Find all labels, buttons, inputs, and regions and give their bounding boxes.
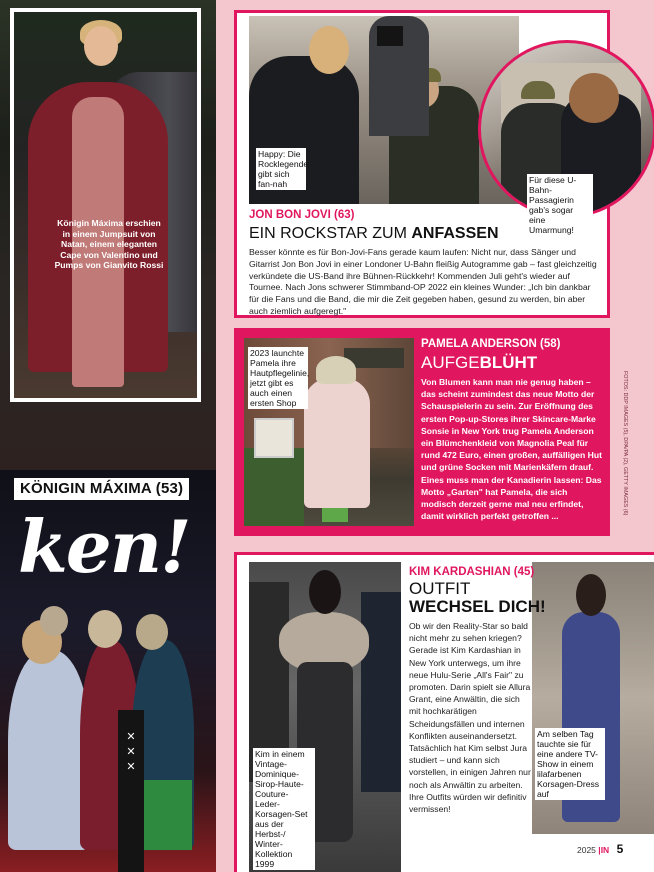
kim-kicker: KIM KARDASHIAN (45) bbox=[409, 566, 535, 578]
kim-headline-line1: OUTFIT bbox=[409, 579, 471, 598]
pamela-dress-shape bbox=[304, 378, 370, 508]
bonjovi-headline-regular: EIN ROCKSTAR ZUM bbox=[249, 225, 412, 242]
green-socks-shape bbox=[322, 508, 348, 522]
issue-year: 2025 bbox=[577, 845, 596, 855]
pamela-body: Von Blumen kann man nie genug haben – das scheint zumindest das neue Motto der Schauspielerin zu sein. Zur Eröffnung des ersten Pop-up-Stores ihrer Skincare-Marke Sonsie in New York trug Pamela Anderson ein Blümchenkleid von Magnolia Peal für rund 472 Euro, einen großen, auffälligen Hut und grüne Socken mit Marienkäfern drauf. Eines muss man der Kanadierin lassen: Das Motto „Garten" hat Pamela, die sich modisch derzeit gerne mal neu erfindet, damit wirklich perfekt getroffen ... bbox=[421, 377, 602, 522]
pamela-hat-shape bbox=[316, 356, 356, 384]
photo-credits bbox=[620, 372, 630, 542]
woman-hair-shape-4 bbox=[40, 606, 68, 636]
bonjovi-caption-right: Für diese U-Bahn-Passagierin gab's sogar eine Umarmung! bbox=[527, 174, 593, 236]
pole-x-icon: ✕ bbox=[126, 760, 136, 773]
magazine-name: IN bbox=[600, 845, 610, 855]
maxima-caption: Königin Máxima erschien in einem Jumpsuit von Natan, einem eleganten Cape von Valentino und Pumps von Gianvito Rossi bbox=[54, 218, 164, 270]
maxima-label: KÖNIGIN MÁXIMA (53) bbox=[14, 478, 189, 500]
kim-hair-right-shape bbox=[576, 574, 606, 616]
pamela-caption: 2023 launchte Pamela ihre Hautpflegelinie, jetzt gibt es auch einen ersten Shop bbox=[250, 348, 310, 408]
maxima-head-shape bbox=[84, 26, 118, 66]
kim-headline-line2: WECHSEL DICH! bbox=[409, 597, 546, 616]
pamela-headline-bold: BLÜHT bbox=[479, 353, 538, 372]
bonjovi-caption-left: Happy: Die Rocklegende gibt sich fan-nah bbox=[258, 149, 309, 189]
pole-x-icon: ✕ bbox=[126, 730, 136, 743]
page-footer bbox=[577, 842, 623, 857]
pamela-headline-regular: AUFGE bbox=[421, 353, 480, 372]
garden-plants-shape bbox=[244, 448, 304, 526]
bystander-shape-2 bbox=[361, 592, 401, 792]
kim-caption-left: Kim in einem Vintage-Dominique-Sirop-Haute-Couture-Leder-Korsagen-Set aus der Herbst-/ Winter-Kollektion 1999 bbox=[253, 748, 315, 870]
bonjovi-headline bbox=[249, 224, 499, 244]
kim-caption-right: Am selben Tag tauchte sie für eine andere TV-Show in einem lilafarbenen Korsagen-Dress auf bbox=[535, 728, 605, 800]
bonjovi-headline-bold: ANFASSEN bbox=[411, 225, 499, 242]
cap-shape bbox=[521, 81, 555, 99]
pamela-headline bbox=[421, 352, 537, 373]
photo-credits-text: FOTOS: DDP IMAGES (5), DPA/PA (2), GETTY IMAGES (6) bbox=[622, 371, 628, 516]
bonjovi-body: Besser könnte es für Bon-Jovi-Fans gerade kaum laufen: Nicht nur, dass Sänger und Gitarrist Jon Bon Jovi in einer Londoner U-Bahn fleißig Autogramme gab – fast gleichzeitig verkündete die US-Band ihre Bühnen-Rückkehr! Kommenden Juli geht's wieder auf Tournee. Nach Jons schwerer Stimmband-OP 2022 ein kleines Wunder: „Ich bin dankbar für die Fans und die Band, die mir die Zeit gegeben haben, gesund zu werden, bin aber auch ziemlich aufgeregt." bbox=[249, 247, 597, 316]
kim-hair-shape bbox=[309, 570, 341, 614]
fan-hair-shape bbox=[309, 26, 349, 74]
maxima-headline-fragment: ken! bbox=[18, 504, 190, 589]
green-dress-shape bbox=[140, 780, 192, 850]
trellis-shape bbox=[254, 418, 294, 458]
passenger-hair-shape bbox=[569, 73, 619, 123]
group-photo bbox=[0, 610, 216, 872]
bonjovi-kicker: JON BON JOVI (63) bbox=[249, 209, 355, 221]
maxima-photo bbox=[10, 8, 201, 402]
pole-x-icon: ✕ bbox=[126, 745, 136, 758]
camera-icon bbox=[377, 26, 403, 46]
pamela-kicker: PAMELA ANDERSON (58) bbox=[421, 338, 561, 350]
page-number: 5 bbox=[616, 842, 624, 856]
footer-separator: | bbox=[598, 845, 601, 855]
woman-hair-shape-2 bbox=[88, 610, 122, 648]
kim-body: Ob wir den Reality-Star so bald nicht mehr zu sehen kriegen? Gerade ist Kim Kardashian in New York unterwegs, um ihre neue Hulu-Serie „All's Fair" zu promoten. Darin spielt sie Allura Grant, eine Anwältin, die sich mit hochkarätigen Scheidungsfällen und internen Konflikten auseinandersetzt. Tatsächlich hat Kim selbst Jura studiert – und kann sich vorstellen, in einigen Jahren nur noch als Anwältin zu arbeiten. Ihre Outfits würden wir definitiv vermissen! bbox=[409, 621, 531, 815]
woman-light-dress-shape bbox=[8, 650, 90, 850]
woman-hair-shape-3 bbox=[136, 614, 168, 650]
